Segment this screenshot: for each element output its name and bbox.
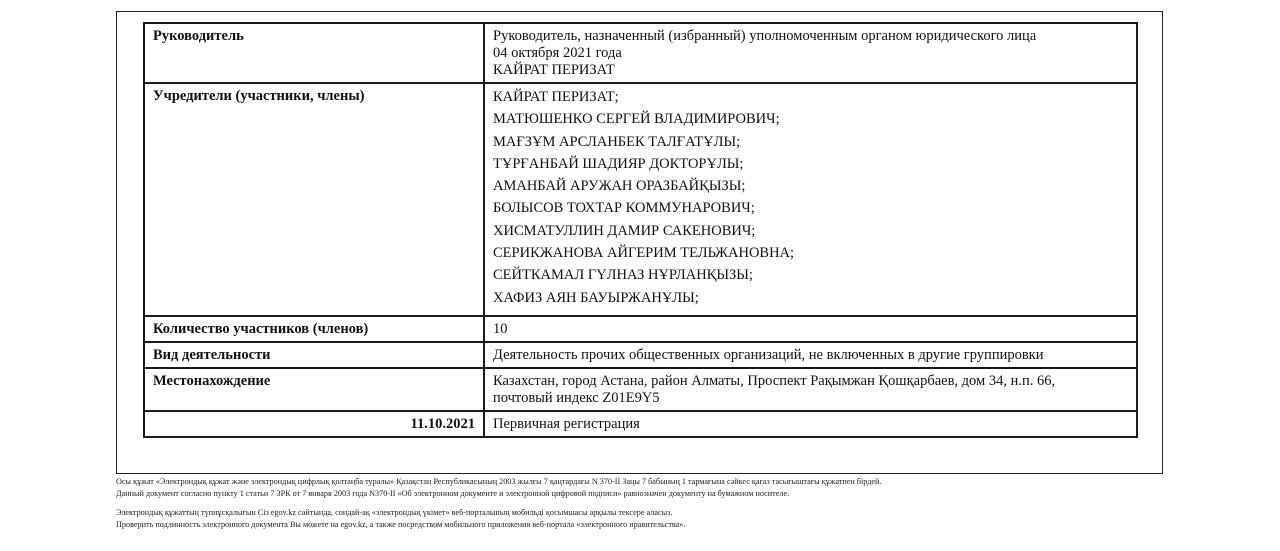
activity-label: Вид деятельности [144, 342, 484, 368]
founders-label: Учредители (участники, члены) [144, 83, 484, 316]
table-row-head [144, 23, 1137, 83]
founders-list [484, 83, 1137, 316]
head-value [484, 23, 1137, 83]
founder-item: МАҒЗҰМ АРСЛАНБЕК ТАЛҒАТҰЛЫ; [493, 133, 741, 150]
location-value [484, 368, 1137, 411]
founder-item: КАЙРАТ ПЕРИЗАТ; [493, 89, 619, 105]
table-row-location [144, 368, 1137, 411]
founder-item: ХАФИЗ АЯН БАУЫРЖАНҰЛЫ; [493, 289, 699, 306]
founder-item: ХИСМАТУЛЛИН ДАМИР САКЕНОВИЧ; [493, 222, 756, 239]
founder-item: СЕРИКЖАНОВА АЙГЕРИМ ТЕЛЬЖАНОВНА; [493, 245, 795, 262]
founder-item: БОЛЫСОВ ТОХТАР КОММУНАРОВИЧ; [493, 200, 755, 217]
location-postcode: почтовый индекс Z01E9Y5 [493, 389, 660, 406]
head-position: Руководитель, назначенный (избранный) уполномоченным органом юридического лица [493, 28, 1037, 44]
registration-type: Первичная регистрация [484, 411, 1137, 437]
head-label: Руководитель [144, 23, 484, 83]
activity-value: Деятельность прочих общественных организаций, не включенных в другие группировки [484, 342, 1137, 368]
members-count-value: 10 [484, 316, 1137, 342]
location-label: Местонахождение [144, 368, 484, 411]
footnote-ru-verify: Проверить подлинность электронного документа Вы можете на egov.kz, а также посредством мобильного приложения веб-портала «электронного правительства». [116, 520, 686, 529]
founder-item: СЕЙТКАМАЛ ГҮЛНАЗ НҰРЛАНҚЫЗЫ; [493, 267, 753, 284]
table-row-founders [144, 83, 1137, 316]
head-name: КАЙРАТ ПЕРИЗАТ [493, 62, 615, 78]
members-count-label: Количество участников (членов) [144, 316, 484, 342]
table-row-activity [144, 342, 1137, 368]
head-date: 04 октября 2021 года [493, 45, 622, 61]
table-row-registration [144, 411, 1137, 437]
founder-item: МАТЮШЕНКО СЕРГЕЙ ВЛАДИМИРОВИЧ; [493, 111, 780, 128]
founder-item: ТҰРҒАНБАЙ ШАДИЯР ДОКТОРҰЛЫ; [493, 155, 744, 172]
location-address: Казахстан, город Астана, район Алматы, Проспект Рақымжан Қошқарбаев, дом 34, н.п. 66, [493, 372, 1056, 389]
founder-item: АМАНБАЙ АРУЖАН ОРАЗБАЙҚЫЗЫ; [493, 178, 746, 195]
registration-table [143, 22, 1138, 438]
footnote-ru-law: Данный документ согласно пункту 1 статьи 7 ЗРК от 7 января 2003 года N370-II «Об электронном документе и электронной цифровой подписи» равнозначен документу на бумажном носителе. [116, 489, 790, 498]
footnote-kz-verify: Электрондық құжаттың түпнұсқалығын Сіз egov.kz сайтында, сондай-ақ «электрондық үкімет» веб-порталының мобильді қосымшасы арқылы тексере аласыз. [116, 508, 673, 517]
registration-date: 11.10.2021 [144, 411, 484, 437]
table-row-members-count [144, 316, 1137, 342]
footnote-kz-law: Осы құжат «Электрондық құжат және электрондық цифрлық қолтаңба туралы» Қазақстан Республикасының 2003 жылғы 7 қаңтардағы N 370-II Заңы 7 бабының 1 тармағына сәйкес қағаз тасығыштағы құжатпен бірдей. [116, 477, 882, 486]
